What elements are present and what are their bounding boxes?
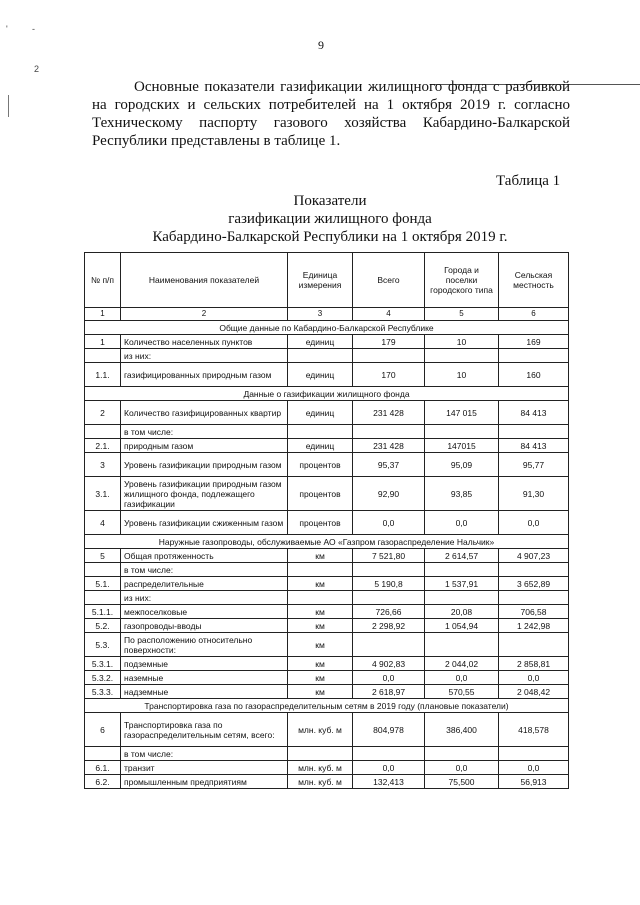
cell-urban: 2 614,57 (425, 549, 499, 563)
cell-total (353, 349, 425, 363)
table-row (85, 335, 569, 349)
table-row (85, 577, 569, 591)
table-row (85, 619, 569, 633)
cell-total: 5 190,8 (353, 577, 425, 591)
cell-name: из них: (121, 591, 288, 605)
table-row (85, 685, 569, 699)
cell-rural: 56,913 (499, 775, 569, 789)
cell-urban: 75,500 (425, 775, 499, 789)
cell-number: 5.1. (85, 577, 121, 591)
scan-line (8, 95, 9, 117)
cell-urban: 1 537,91 (425, 577, 499, 591)
cell-unit: процентов (288, 477, 353, 511)
margin-mark: - (32, 24, 35, 34)
cell-rural: 3 652,89 (499, 577, 569, 591)
table-row (85, 511, 569, 535)
cell-rural: 160 (499, 363, 569, 387)
column-header: Единица измерения (288, 253, 353, 308)
table-row (85, 453, 569, 477)
cell-unit (288, 747, 353, 761)
cell-total (353, 747, 425, 761)
cell-urban: 0,0 (425, 761, 499, 775)
cell-number: 5.2. (85, 619, 121, 633)
table-row (85, 747, 569, 761)
cell-name: Общая протяженность (121, 549, 288, 563)
column-number: 4 (353, 308, 425, 321)
cell-name: наземные (121, 671, 288, 685)
section-row (85, 387, 569, 401)
cell-urban (425, 349, 499, 363)
margin-mark: ' (6, 24, 8, 34)
cell-total: 0,0 (353, 671, 425, 685)
table-row (85, 591, 569, 605)
cell-number: 3 (85, 453, 121, 477)
cell-rural: 4 907,23 (499, 549, 569, 563)
cell-number: 4 (85, 511, 121, 535)
cell-name: природным газом (121, 439, 288, 453)
table-title (140, 192, 520, 246)
cell-unit: км (288, 671, 353, 685)
cell-number: 2.1. (85, 439, 121, 453)
cell-unit: км (288, 605, 353, 619)
cell-urban: 147015 (425, 439, 499, 453)
cell-number: 5.3.3. (85, 685, 121, 699)
cell-rural (499, 349, 569, 363)
cell-rural (499, 747, 569, 761)
column-number: 5 (425, 308, 499, 321)
table-title-line: газификации жилищного фонда (228, 211, 432, 227)
cell-urban: 386,400 (425, 713, 499, 747)
cell-unit: единиц (288, 363, 353, 387)
cell-number (85, 425, 121, 439)
cell-urban: 570,55 (425, 685, 499, 699)
column-header: № п/п (85, 253, 121, 308)
cell-rural (499, 563, 569, 577)
cell-total (353, 563, 425, 577)
cell-number: 5 (85, 549, 121, 563)
cell-rural (499, 591, 569, 605)
cell-rural: 91,30 (499, 477, 569, 511)
cell-unit: млн. куб. м (288, 761, 353, 775)
cell-number: 6.2. (85, 775, 121, 789)
cell-unit: км (288, 577, 353, 591)
cell-rural: 169 (499, 335, 569, 349)
cell-unit: км (288, 633, 353, 657)
cell-unit: км (288, 657, 353, 671)
cell-number (85, 591, 121, 605)
column-number: 1 (85, 308, 121, 321)
cell-number: 1 (85, 335, 121, 349)
table-row (85, 363, 569, 387)
cell-unit (288, 425, 353, 439)
column-number-row (85, 308, 569, 321)
section-title: Наружные газопроводы, обслуживаемые АО «Газпром газораспределение Нальчик» (85, 535, 569, 549)
cell-rural: 2 858,81 (499, 657, 569, 671)
cell-total: 179 (353, 335, 425, 349)
column-header: Города и поселки городского типа (425, 253, 499, 308)
cell-urban: 0,0 (425, 671, 499, 685)
cell-number: 2 (85, 401, 121, 425)
section-title: Данные о газификации жилищного фонда (85, 387, 569, 401)
cell-rural: 0,0 (499, 671, 569, 685)
page-number: 9 (318, 38, 324, 52)
cell-unit: млн. куб. м (288, 775, 353, 789)
cell-urban: 0,0 (425, 511, 499, 535)
table-row (85, 671, 569, 685)
cell-name: распределительные (121, 577, 288, 591)
section-title: Транспортировка газа по газораспределительным сетям в 2019 году (плановые показатели) (85, 699, 569, 713)
cell-rural: 706,58 (499, 605, 569, 619)
intro-paragraph (92, 78, 570, 150)
table-row (85, 633, 569, 657)
cell-name: межпоселковые (121, 605, 288, 619)
cell-rural: 84 413 (499, 401, 569, 425)
table-row (85, 549, 569, 563)
cell-unit (288, 591, 353, 605)
indicators-table (84, 252, 569, 789)
table-header-row (85, 253, 569, 308)
cell-urban: 1 054,94 (425, 619, 499, 633)
cell-name: Уровень газификации сжиженным газом (121, 511, 288, 535)
column-number: 3 (288, 308, 353, 321)
cell-total: 7 521,80 (353, 549, 425, 563)
cell-urban (425, 425, 499, 439)
table-label: Таблица 1 (496, 173, 561, 189)
cell-rural: 0,0 (499, 511, 569, 535)
cell-total: 2 298,92 (353, 619, 425, 633)
table-body (85, 321, 569, 789)
cell-urban: 2 044,02 (425, 657, 499, 671)
table-row (85, 439, 569, 453)
cell-urban: 147 015 (425, 401, 499, 425)
table-row (85, 775, 569, 789)
cell-number (85, 349, 121, 363)
table-row (85, 761, 569, 775)
table-row (85, 563, 569, 577)
cell-name: из них: (121, 349, 288, 363)
cell-total: 170 (353, 363, 425, 387)
column-number: 6 (499, 308, 569, 321)
cell-rural: 2 048,42 (499, 685, 569, 699)
intro-text: Основные показатели газификации жилищного фонда с разбивкой на городских и сельских потребителей на 1 октября 2019 г. согласно Техническому паспорту газового хозяйства Кабардино-Балкарской Республики представлены в таблице 1. (92, 79, 570, 149)
cell-name: Количество населенных пунктов (121, 335, 288, 349)
cell-name: По расположению относительно поверхности: (121, 633, 288, 657)
table-row (85, 477, 569, 511)
margin-mark: 2 (34, 64, 40, 74)
cell-rural: 0,0 (499, 761, 569, 775)
cell-total: 0,0 (353, 761, 425, 775)
table-row (85, 349, 569, 363)
cell-unit: единиц (288, 401, 353, 425)
cell-unit (288, 349, 353, 363)
cell-unit: км (288, 549, 353, 563)
cell-unit: единиц (288, 439, 353, 453)
cell-urban: 93,85 (425, 477, 499, 511)
cell-total: 132,413 (353, 775, 425, 789)
cell-urban (425, 633, 499, 657)
table-row (85, 425, 569, 439)
cell-urban: 95,09 (425, 453, 499, 477)
cell-number: 5.3.1. (85, 657, 121, 671)
cell-name: Количество газифицированных квартир (121, 401, 288, 425)
cell-number: 6 (85, 713, 121, 747)
cell-rural (499, 633, 569, 657)
cell-number (85, 747, 121, 761)
cell-name: газифицированных природным газом (121, 363, 288, 387)
cell-urban: 10 (425, 363, 499, 387)
table-title-line: Показатели (293, 193, 367, 209)
cell-number: 1.1. (85, 363, 121, 387)
cell-total: 231 428 (353, 439, 425, 453)
table-row (85, 605, 569, 619)
cell-unit: процентов (288, 511, 353, 535)
cell-name: газопроводы-вводы (121, 619, 288, 633)
table-row (85, 657, 569, 671)
cell-total: 231 428 (353, 401, 425, 425)
column-header: Всего (353, 253, 425, 308)
cell-total: 92,90 (353, 477, 425, 511)
cell-total: 0,0 (353, 511, 425, 535)
cell-name: Уровень газификации природным газом (121, 453, 288, 477)
cell-total (353, 591, 425, 605)
cell-total: 4 902,83 (353, 657, 425, 671)
cell-rural (499, 425, 569, 439)
cell-unit: процентов (288, 453, 353, 477)
cell-total: 726,66 (353, 605, 425, 619)
cell-number: 6.1. (85, 761, 121, 775)
table-row (85, 401, 569, 425)
cell-name: Транспортировка газа по газораспределительным сетям, всего: (121, 713, 288, 747)
cell-name: Уровень газификации природным газом жилищного фонда, подлежащего газификации (121, 477, 288, 511)
cell-number: 5.1.1. (85, 605, 121, 619)
cell-name: в том числе: (121, 425, 288, 439)
cell-unit (288, 563, 353, 577)
cell-urban (425, 747, 499, 761)
cell-total: 95,37 (353, 453, 425, 477)
cell-rural: 95,77 (499, 453, 569, 477)
cell-number: 5.3.2. (85, 671, 121, 685)
section-row (85, 699, 569, 713)
table-title-line: Кабардино-Балкарской Республики на 1 октября 2019 г. (152, 229, 508, 245)
cell-unit: млн. куб. м (288, 713, 353, 747)
cell-total (353, 425, 425, 439)
cell-urban (425, 591, 499, 605)
cell-number: 5.3. (85, 633, 121, 657)
section-title: Общие данные по Кабардино-Балкарской Республике (85, 321, 569, 335)
cell-rural: 418,578 (499, 713, 569, 747)
section-row (85, 535, 569, 549)
column-number: 2 (121, 308, 288, 321)
cell-rural: 1 242,98 (499, 619, 569, 633)
table-row (85, 713, 569, 747)
cell-name: транзит (121, 761, 288, 775)
cell-total (353, 633, 425, 657)
cell-unit: км (288, 619, 353, 633)
cell-number: 3.1. (85, 477, 121, 511)
cell-name: надземные (121, 685, 288, 699)
cell-urban: 20,08 (425, 605, 499, 619)
cell-unit: единиц (288, 335, 353, 349)
column-header: Наименования показателей (121, 253, 288, 308)
section-row (85, 321, 569, 335)
cell-rural: 84 413 (499, 439, 569, 453)
cell-urban: 10 (425, 335, 499, 349)
cell-name: в том числе: (121, 563, 288, 577)
cell-total: 2 618,97 (353, 685, 425, 699)
cell-name: подземные (121, 657, 288, 671)
cell-urban (425, 563, 499, 577)
cell-total: 804,978 (353, 713, 425, 747)
cell-unit: км (288, 685, 353, 699)
column-header: Сельская местность (499, 253, 569, 308)
cell-name: промышленным предприятиям (121, 775, 288, 789)
cell-name: в том числе: (121, 747, 288, 761)
cell-number (85, 563, 121, 577)
